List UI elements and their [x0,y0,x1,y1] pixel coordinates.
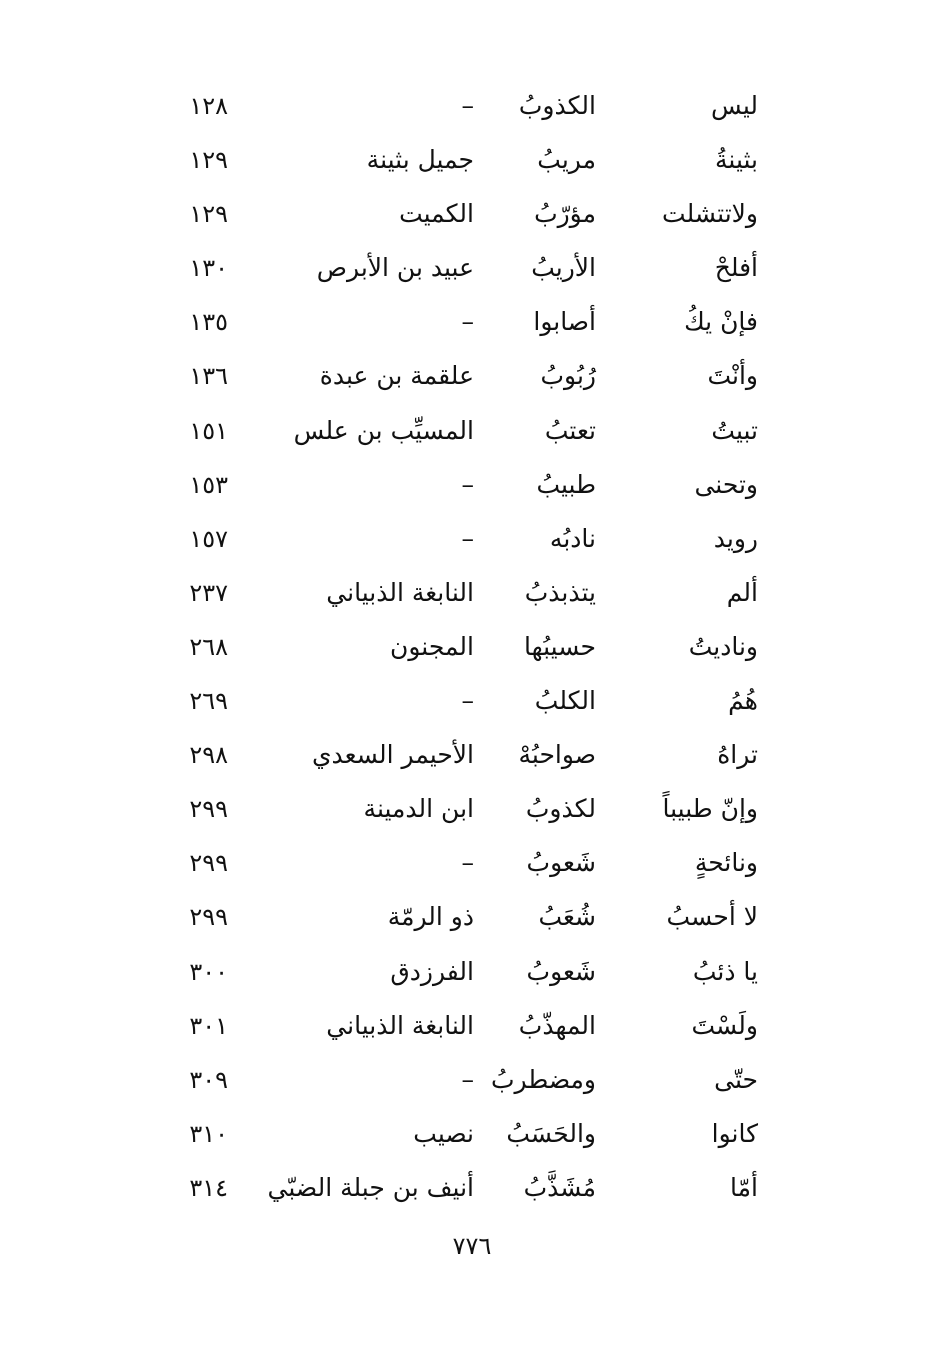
page-reference: ١٥٣ [189,470,228,499]
verse-start-word: ليس [710,91,758,120]
index-row [0,566,944,620]
verse-start-word: وأنْتَ [707,361,758,391]
index-row [0,349,944,403]
rhyme-word: شُعَبُ [538,902,596,932]
page-reference: ٣٠٠ [189,957,228,986]
rhyme-word: حسيبُها [524,631,596,661]
rhyme-word: رُبُوبُ [540,361,596,391]
verse-start-word: ولاتتشلت [662,199,758,229]
rhyme-word: شَعوبُ [526,848,596,878]
rhyme-word: صواحبُهْ [518,740,596,770]
page-reference: ١٣٦ [189,362,228,391]
rhyme-word: تعتبُ [544,415,596,445]
poet-name: – [461,307,474,337]
verse-start-word: وتحنى [694,469,758,499]
rhyme-word: مريبُ [537,145,596,175]
verse-index-table [0,79,944,1215]
verse-start-word: يا ذئبُ [692,956,758,986]
index-row [0,512,944,566]
poet-name: النابغة الذبياني [326,577,474,607]
page-reference: ١٥٧ [189,524,228,553]
index-row [0,782,944,836]
verse-start-word: وناديتُ [688,631,758,661]
poet-name: المسيِّب بن علس [293,415,474,445]
index-row [0,620,944,674]
poet-name: – [461,848,474,878]
rhyme-word: مُشَذَّبُ [523,1172,596,1202]
rhyme-word: والحَسَبُ [506,1118,596,1148]
rhyme-word: الكذوبُ [518,91,596,120]
page-number: ٧٧٦ [452,1232,492,1260]
poet-name: النابغة الذبياني [326,1010,474,1040]
poet-name: نصيب [413,1118,474,1148]
page-reference: ١٢٩ [189,200,228,229]
index-row [0,836,944,890]
poet-name: جميل بثينة [366,145,474,175]
page-reference: ٢٦٩ [189,687,228,716]
page-reference: ٢٩٨ [189,741,228,770]
rhyme-word: مؤرّبُ [534,199,596,229]
index-row [0,728,944,782]
verse-start-word: لا أحسبُ [666,902,758,932]
poet-name: – [461,469,474,499]
verse-start-word: هُمُ [728,686,758,716]
verse-start-word: تراهُ [717,740,758,770]
poet-name: الفرزدق [390,956,474,986]
poet-name: ذو الرمّة [387,902,474,932]
rhyme-word: المهذّبُ [518,1010,596,1040]
page-reference: ٣٠١ [189,1011,228,1040]
index-row [0,79,944,133]
poet-name: – [461,686,474,716]
index-row [0,187,944,241]
poet-name: أنيف بن جبلة الضبّي [267,1172,474,1202]
rhyme-word: طبيبُ [536,469,596,499]
index-row [0,133,944,187]
index-row [0,890,944,944]
verse-start-word: بثينةُ [715,145,758,175]
index-row [0,295,944,349]
poet-name: عبيد بن الأبرص [316,253,474,283]
poet-name: ابن الدمينة [363,794,474,824]
rhyme-word: الكلبُ [534,686,596,716]
verse-start-word: كانوا [711,1118,758,1148]
poet-name: – [461,91,474,120]
page-reference: ٢٩٩ [189,795,228,824]
page-reference: ٣١٠ [189,1119,228,1148]
poet-name: الأحيمر السعدي [311,740,474,770]
verse-start-word: حتّى [714,1064,758,1094]
poet-name: – [461,523,474,553]
rhyme-word: ومضطربُ [491,1064,596,1094]
index-row [0,458,944,512]
index-row [0,999,944,1053]
verse-start-word: ألم [726,577,758,607]
rhyme-word: لكذوبُ [525,794,596,824]
index-row [0,674,944,728]
page-reference: ١٥١ [189,416,228,445]
verse-start-word: وإنّ طبيباً [662,794,758,824]
page-reference: ٢٩٩ [189,849,228,878]
index-row [0,404,944,458]
page-reference: ١٣٠ [189,254,228,283]
rhyme-word: أصابوا [533,307,596,337]
poet-name: – [461,1064,474,1094]
poet-name: الكميت [399,199,474,229]
page-reference: ٢٩٩ [189,903,228,932]
page-reference: ٣٠٩ [189,1065,228,1094]
verse-start-word: رويد [713,523,758,553]
verse-start-word: أمّا [730,1172,758,1202]
index-row [0,241,944,295]
verse-start-word: أفلحْ [714,253,758,283]
rhyme-word: الأريبُ [531,253,596,283]
page-reference: ١٢٩ [189,146,228,175]
rhyme-word: يتذبذبُ [524,577,596,607]
poet-name: علقمة بن عبدة [319,361,474,391]
index-row [0,1053,944,1107]
verse-start-word: ونائحةٍ [694,848,758,878]
verse-start-word: فإنْ يكُ [684,307,758,337]
index-row [0,945,944,999]
verse-start-word: تبيتُ [711,415,758,445]
poet-name: المجنون [390,631,474,661]
page-reference: ٢٣٧ [189,578,228,607]
index-row [0,1107,944,1161]
page-reference: ٣١٤ [189,1173,228,1202]
page-reference: ٢٦٨ [189,632,228,661]
page-reference: ١٣٥ [189,308,228,337]
page-reference: ١٢٨ [189,92,228,120]
rhyme-word: شَعوبُ [526,956,596,986]
verse-start-word: ولَسْتَ [691,1010,758,1040]
index-row [0,1161,944,1215]
rhyme-word: نادبُه [549,523,596,553]
